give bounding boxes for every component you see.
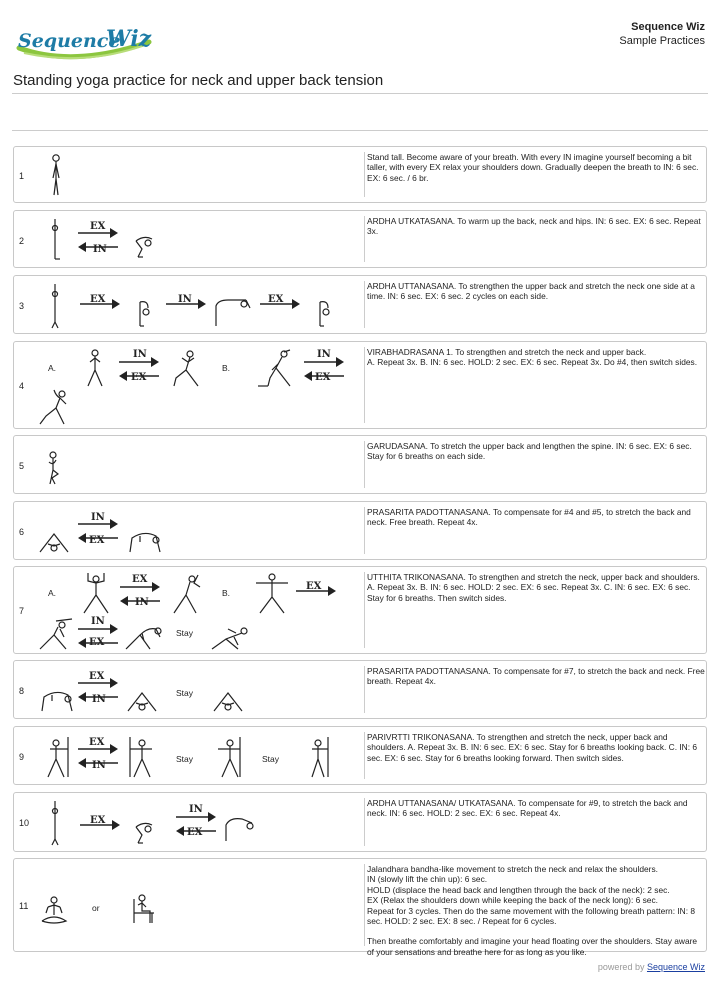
warrior-twist-figure-icon — [36, 388, 76, 426]
variant-label: A. — [48, 588, 57, 598]
wide-fold-flat-figure-icon — [38, 687, 76, 713]
sequence-step — [13, 858, 707, 957]
in-label: IN — [92, 760, 106, 771]
triangle-side-figure-icon — [170, 571, 206, 615]
in-label: IN — [133, 349, 147, 360]
step-description: PRASARITA PADOTTANASANA. To compensate for #4 and #5, to stretch the back and neck. Free breath. Repeat 4x. — [364, 507, 705, 554]
stand-arms-up-figure-icon — [48, 217, 62, 261]
ex-label: EX — [89, 737, 105, 748]
footer-prefix: powered by — [597, 962, 645, 972]
divider — [12, 93, 708, 94]
step-description: ARDHA UTTANASANA. To strengthen the upper back and stretch the neck one side at a time. IN: 6 sec. EX: 6 sec. 2 cycles on each side. — [364, 281, 705, 328]
triangle-arms-up-figure-icon — [80, 571, 112, 615]
ex-label: EX — [131, 372, 147, 383]
wide-fold-figure-icon — [212, 689, 244, 713]
in-label: IN — [178, 294, 192, 305]
half-squat-figure-icon — [132, 819, 158, 845]
wide-fold-flat-figure-icon — [126, 528, 164, 554]
step-number: 9 — [19, 752, 25, 762]
step-number: 6 — [19, 527, 25, 537]
in-label: IN — [91, 616, 105, 627]
sequence-step — [13, 210, 707, 268]
eagle-figure-icon — [44, 450, 62, 486]
step-number: 3 — [19, 301, 25, 311]
forward-fold-figure-icon — [314, 298, 334, 328]
in-label: IN — [93, 244, 107, 255]
seated-lotus-figure-icon — [40, 895, 68, 925]
stay-label: Stay — [176, 688, 194, 698]
ex-label: EX — [315, 372, 331, 383]
triangle-pose-figure-icon — [36, 617, 76, 651]
warrior-figure-icon — [84, 348, 108, 388]
variant-label: A. — [48, 363, 57, 373]
variant-label: B. — [222, 588, 231, 598]
step-description: PRASARITA PADOTTANASANA. To compensate for #7, to stretch the back and neck. Free breath. Repeat 4x. — [364, 666, 705, 713]
stand-arms-up-figure-icon — [48, 799, 62, 847]
revolved-triangle-figure-icon — [214, 735, 242, 779]
sequence-step — [13, 341, 707, 429]
step-number: 4 — [19, 381, 25, 391]
forward-fold-figure-icon — [134, 298, 154, 328]
sequence-step — [13, 146, 707, 203]
triangle-low-figure-icon — [208, 625, 252, 651]
sequence-wiz-logo[interactable] — [14, 20, 154, 64]
stay-label: Stay — [176, 628, 194, 638]
step-description: PARIVRTTI TRIKONASANA. To strengthen and stretch the neck, upper back and shoulders. A. Repeat 3x. B. IN: 6 sec. EX: 6 sec. Stay for 6 breaths looking back. C. IN: 6 sec. EX: 6 sec. Stay for 6 breaths looking forward. Then switch sides. — [364, 732, 705, 779]
brand-subtitle: Sample Practices — [619, 35, 705, 47]
flat-back-figure-icon — [212, 294, 252, 328]
step-description: ARDHA UTKATASANA. To warm up the back, neck and hips. IN: 6 sec. EX: 6 sec. Repeat 3x. — [364, 216, 705, 262]
in-label: IN — [135, 597, 149, 608]
in-label: IN — [92, 694, 106, 705]
ex-label: EX — [187, 827, 203, 838]
stand-arms-up-figure-icon — [48, 282, 62, 330]
variant-label: B. — [222, 363, 231, 373]
warrior-lunge-figure-icon — [170, 348, 202, 388]
step-description: Stand tall. Become aware of your breath. With every IN imagine yourself becoming a bit taller, with every EX relax your shoulders down. Gradually deepen the breath to IN: 6 sec. EX: 6 sec. / 6 br. — [364, 152, 705, 197]
sequence-step — [13, 275, 707, 334]
step-number: 10 — [19, 818, 30, 828]
step-description: ARDHA UTTANASANA/ UTKATASANA. To compensate for #9, to stretch the back and neck. IN: 6 sec. HOLD: 2 sec. EX: 6 sec. Repeat 4x. — [364, 798, 705, 846]
ex-label: EX — [89, 535, 105, 546]
ex-label: EX — [268, 294, 284, 305]
wide-fold-figure-icon — [126, 689, 158, 713]
ex-label: EX — [90, 815, 106, 826]
revolved-triangle-figure-icon — [44, 735, 72, 779]
ex-label: EX — [90, 221, 106, 232]
stay-label: Stay — [262, 754, 280, 764]
step-number: 7 — [19, 606, 25, 616]
triangle-reach-figure-icon — [122, 621, 166, 651]
svg-text:Sequence: Sequence — [18, 30, 121, 52]
step-description: GARUDASANA. To stretch the upper back and lengthen the spine. IN: 6 sec. EX: 6 sec. Stay for 6 breaths on each side. — [364, 441, 705, 488]
stand-figure-icon — [48, 153, 64, 197]
step-number: 5 — [19, 461, 25, 471]
step-description: VIRABHADRASANA 1. To strengthen and stretch the neck and upper back. A. Repeat 3x. B. IN: 6 sec. HOLD: 2 sec. EX: 6 sec. Repeat 3x. Do #4, then switch sides. — [364, 347, 705, 423]
chair-seated-figure-icon — [132, 893, 158, 925]
step-number: 8 — [19, 686, 25, 696]
sequence-step — [13, 726, 707, 785]
wide-fold-figure-icon — [38, 530, 70, 554]
sequence-step — [13, 501, 707, 560]
revolved-triangle-figure-icon — [308, 735, 332, 779]
step-description: Jalandhara bandha-like movement to stretch the neck and relax the shoulders. IN (slowly lift the chin up): 6 sec. HOLD (displace the head back and lengthen through the back of the neck): 2 sec. EX (Relax the shoulders down while keeping the back of the neck long): 6 sec. Repeat for 3 cycles. Then do the same movement with the following breath pattern: IN: 8 sec. HOLD: 2 sec. EX: 8 sec. / Repeat for 6 cycles. Then breathe comfortably and imagine your head floating over the shoulders. Stay aware of your sensations and breathe here for as long as you like. — [364, 864, 705, 946]
stay-label: Stay — [176, 754, 194, 764]
sequence-step — [13, 660, 707, 719]
ex-label: EX — [306, 581, 322, 592]
in-label: IN — [189, 804, 203, 815]
flat-back-figure-icon — [222, 813, 258, 843]
step-number: 2 — [19, 236, 25, 246]
ex-label: EX — [89, 671, 105, 682]
step-number: 11 — [19, 901, 29, 911]
half-squat-figure-icon — [132, 233, 158, 259]
triangle-arms-wide-figure-icon — [252, 571, 292, 615]
brand-name: Sequence Wiz — [631, 21, 705, 33]
ex-label: EX — [132, 574, 148, 585]
step-description: UTTHITA TRIKONASANA. To strengthen and stretch the neck, upper back and shoulders. A. Repeat 3x. B. IN: 6 sec. HOLD: 2 sec. EX: 6 sec. Repeat 3x. C. IN: 6 sec. EX: 6 sec. Stay for 6 breaths. Then switch sides. — [364, 572, 705, 648]
in-label: IN — [317, 349, 331, 360]
revolved-triangle-figure-icon — [126, 735, 154, 779]
svg-text:Wiz: Wiz — [106, 26, 152, 52]
footer — [598, 962, 705, 972]
sequence-step — [13, 435, 707, 494]
step-number: 1 — [19, 171, 25, 181]
page-title: Standing yoga practice for neck and upper back tension — [13, 72, 384, 89]
or-label: or — [92, 903, 100, 913]
divider — [12, 130, 708, 131]
warrior-arm-figure-icon — [254, 348, 294, 388]
footer-link[interactable]: Sequence Wiz — [646, 962, 705, 972]
ex-label: EX — [90, 294, 106, 305]
sequence-step — [13, 566, 707, 654]
sequence-step — [13, 792, 707, 852]
in-label: IN — [91, 512, 105, 523]
ex-label: EX — [89, 637, 105, 648]
